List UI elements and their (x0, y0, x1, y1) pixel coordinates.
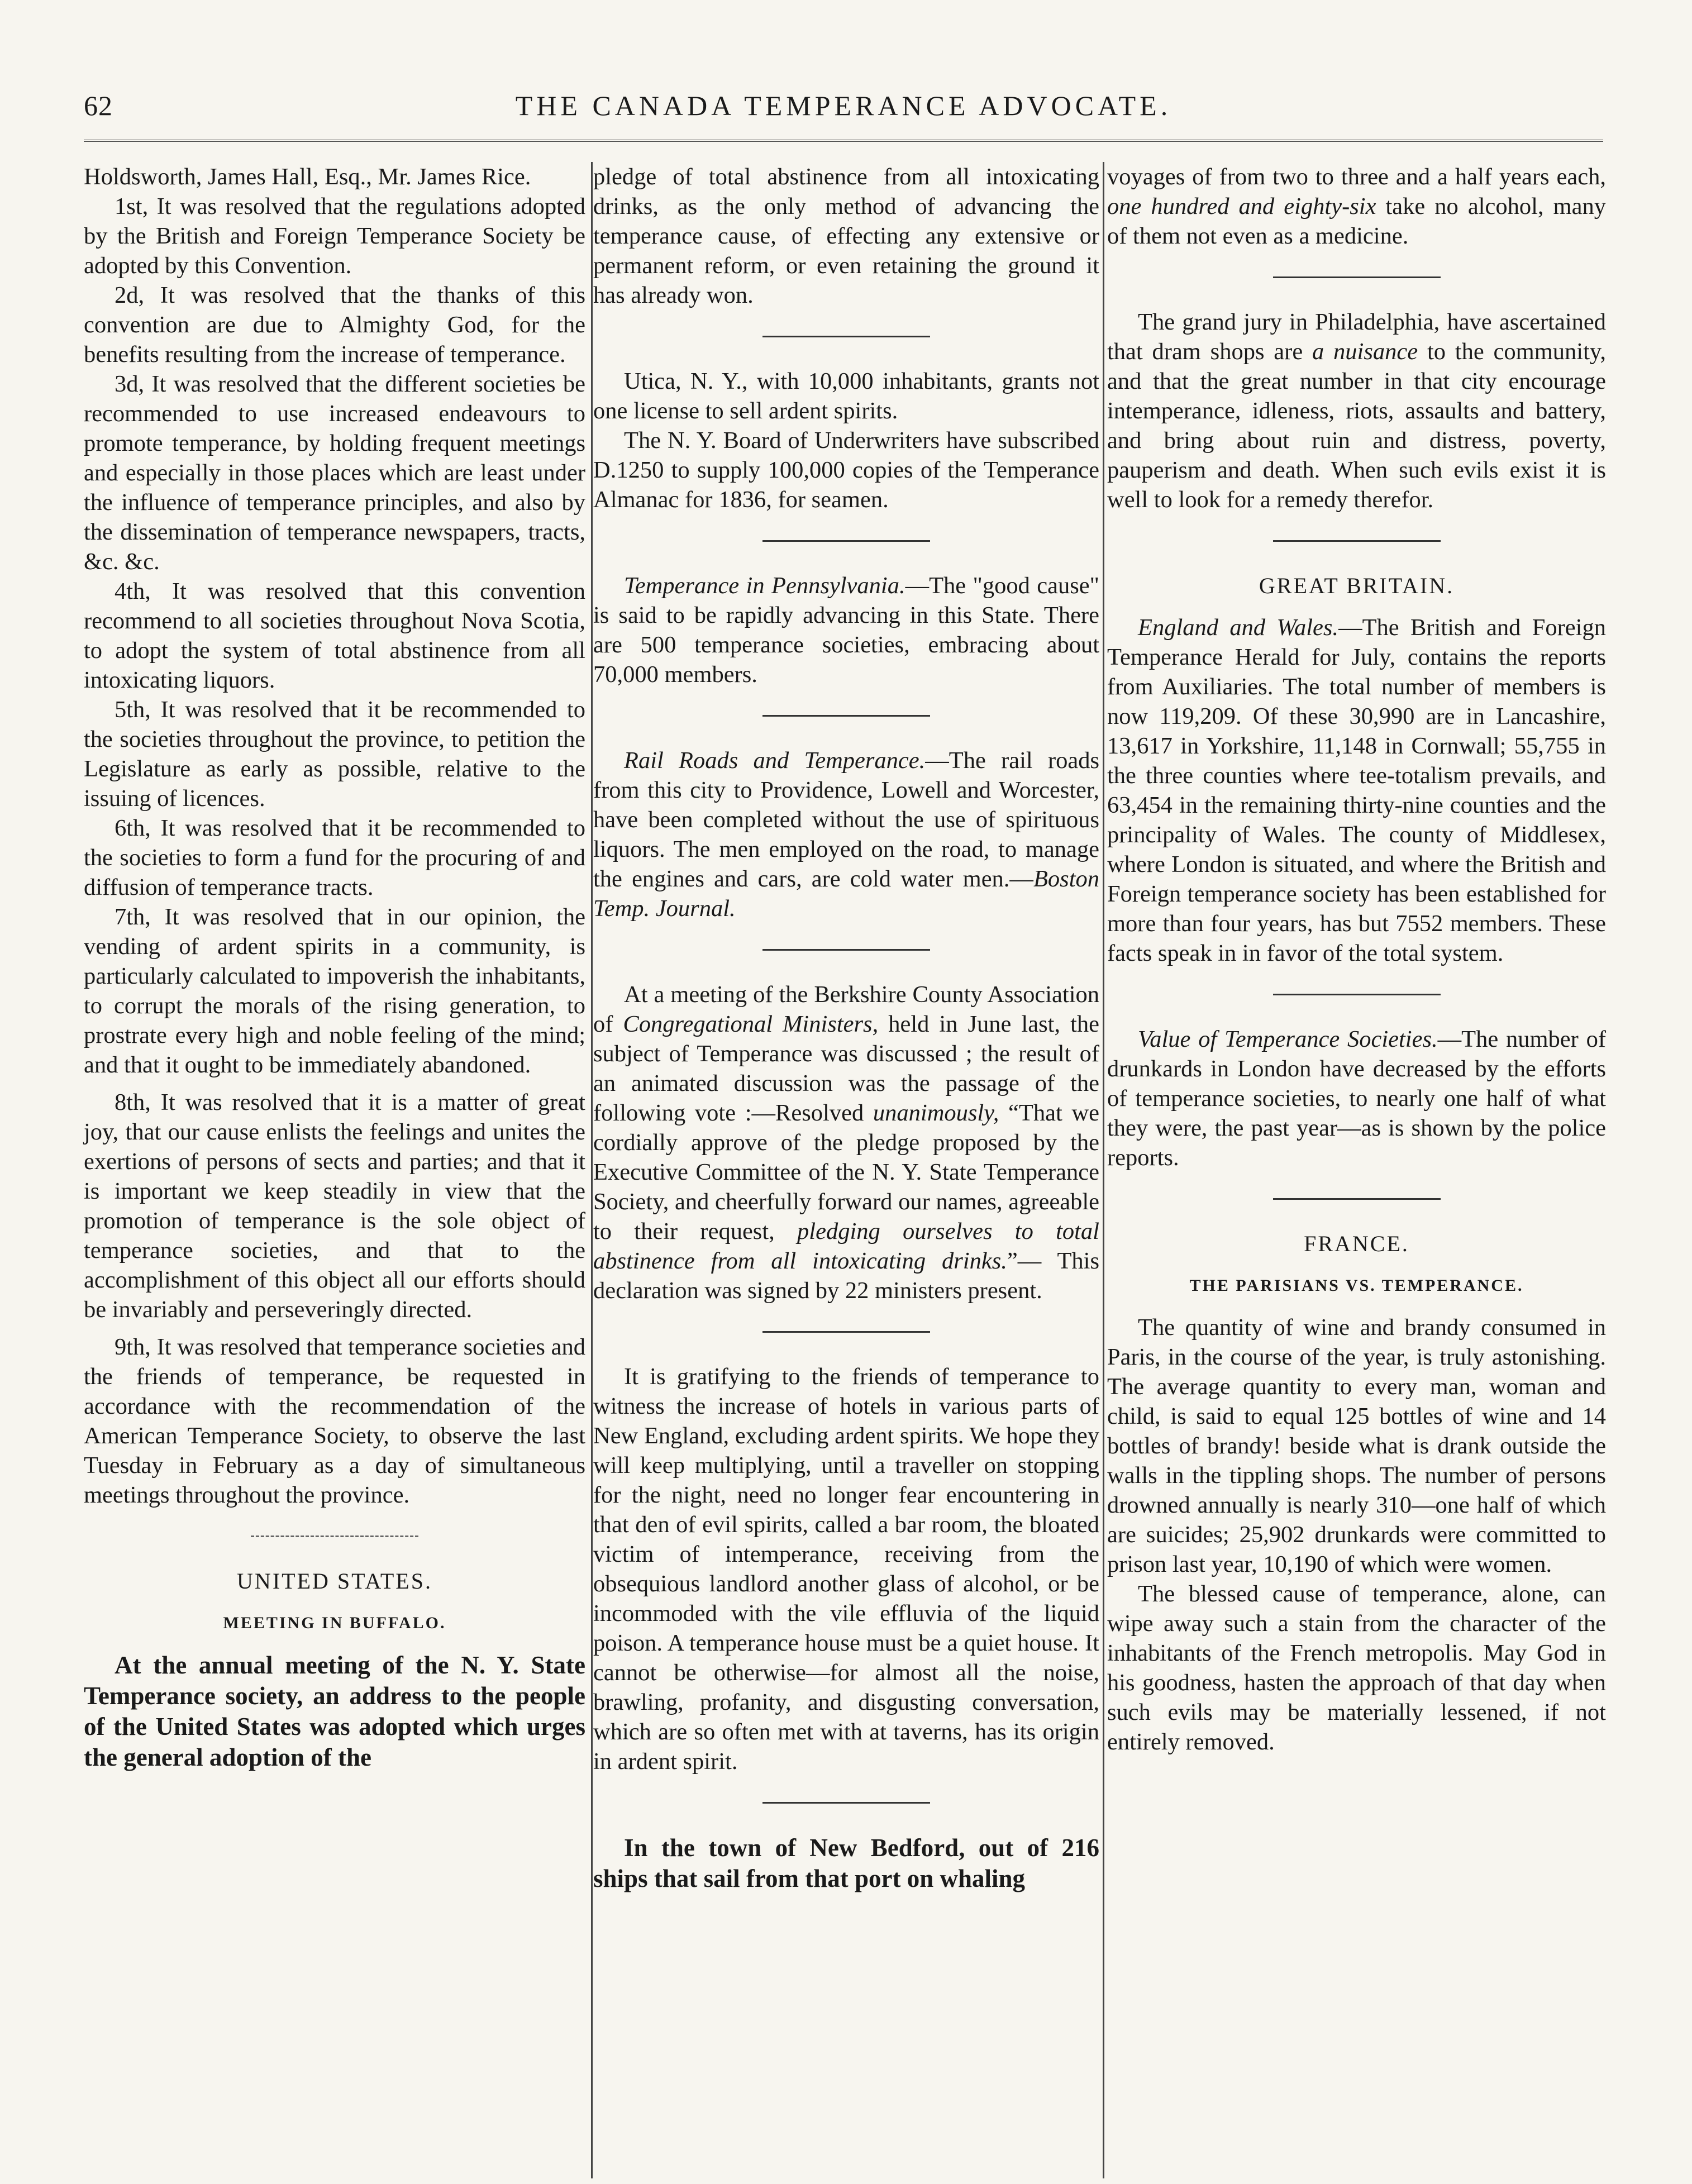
column-3 (1107, 162, 1606, 1757)
article-text: take no alcohol, many of them not even as a medicine. (1107, 193, 1606, 249)
resolution: 9th, It was resolved that temperance societies and the friends of temperance, be requested in accordance with the recommendation of the American Temperance Society, to observe the last Tuesday in February as a day of simultaneous meetings throughout the province. (84, 1334, 585, 1508)
resolution: 3d, It was resolved that the different societies be recommended to use increased endeavours to promote temperance, by holding frequent meetings and especially in those places which are least under the influence of temperance principles, and also by the dissemination of temperance newspapers, tracts, &c. &c. (84, 371, 585, 575)
column-divider (1103, 162, 1104, 2178)
article-emphasis: pledging ourselves to total abstinence from all intoxicating drinks. (593, 1218, 1099, 1274)
article-text: The grand jury in Philadelphia, have ascertained that dram shops are (1107, 309, 1606, 365)
page-number: 62 (84, 90, 113, 121)
article-title: Value of Temperance Societies. (1138, 1026, 1438, 1052)
article-title: Temperance in Pennsylvania. (624, 573, 905, 599)
article-paragraph (1107, 1024, 1606, 1172)
article-text: —The rail roads from this city to Providence, Lowell and Worcester, have been completed without the use of spirituous liquors. The men employed on the road, to manage the engines and cars, are cold water men.— (593, 747, 1100, 892)
section-heading: GREAT BRITAIN. (1259, 573, 1455, 598)
article-text: held in June last, the subject of Temperance was discussed ; the result of an animated discussion was the passage of the following vote :—Resolved (593, 1011, 1099, 1126)
article-text: voyages of from two to three and a half years each, (1107, 164, 1606, 190)
article-text: In the town of New Bedford, out of 216 ships that sail from that port on whaling (593, 1834, 1099, 1892)
article-source: Boston Temp. Journal. (593, 866, 1099, 922)
section-rule (762, 1331, 930, 1333)
section-rule (762, 715, 930, 717)
article-paragraph (593, 571, 1099, 689)
article-title: Rail Roads and Temperance. (624, 747, 926, 774)
section-rule (762, 1802, 930, 1804)
section-rule (762, 336, 930, 337)
article-text: pledge of total abstinence from all intoxicating drinks, as the only method of advancing the temperance cause, of effecting any extensive or permanent reform, or even retaining the ground it has already won. (593, 164, 1099, 308)
article-text: to the community, and that the great number in that city encourage intemperance, idleness, riots, assaults and battery, and bring about ruin and distress, poverty, pauperism and death. When such evils exist it is well to look for a remedy therefor. (1107, 338, 1606, 513)
article-paragraph (1107, 307, 1606, 514)
article-emphasis: Congregational Ministers, (623, 1011, 879, 1037)
article-text: ”— This declaration was signed by 22 ministers present. (593, 1248, 1100, 1304)
article-text: —The number of drunkards in London have decreased by the efforts of temperance societies, to nearly one half of what they were, the past year—as is shown by the police reports. (1107, 1026, 1606, 1171)
section-rule (1273, 276, 1441, 278)
column-2 (593, 162, 1099, 1894)
article-paragraph (1107, 162, 1606, 251)
section-rule (251, 1536, 418, 1537)
column-divider (591, 162, 593, 2178)
resolution: 6th, It was resolved that it be recommended to the societies to form a fund for the procuring of and diffusion of temperance tracts. (84, 815, 585, 900)
resolution: 7th, It was resolved that in our opinion, the vending of ardent spirits in a community, is particularly calculated to impoverish the inhabitants, to corrupt the morals of the rising generation, to prostrate every high and noble feeling of the mind; and that it ought to be immediately abandoned. (84, 904, 585, 1078)
article-emphasis: one hundred and eighty-six (1107, 193, 1376, 220)
article-emphasis: a nuisance (1312, 338, 1418, 365)
sub-heading: THE PARISIANS VS. TEMPERANCE. (1189, 1276, 1524, 1295)
resolution: 4th, It was resolved that this convention recommend to all societies throughout Nova Scotia, to adopt the system of total abstinence from all intoxicating liquors. (84, 578, 585, 693)
section-rule (1273, 1198, 1441, 1200)
article-text: “That we cordially approve of the pledge proposed by the Executive Committee of the N. Y. State Temperance Society, and cheerfully forward our names, agreeable to their request, (593, 1100, 1099, 1244)
page-header (84, 89, 1603, 128)
section-rule (762, 540, 930, 542)
article-text: At the annual meeting of the N. Y. State Temperance society, an address to the people of the United States was adopted which urges the general adoption of the (84, 1651, 585, 1771)
article-paragraph (1107, 613, 1606, 968)
article-text: —The "good cause" is said to be rapidly advancing in this State. There are 500 temperance societies, embracing about 70,000 members. (593, 573, 1099, 688)
resolution: 2d, It was resolved that the thanks of this convention are due to Almighty God, for the benefits resulting from the increase of temperance. (84, 282, 585, 368)
article-text: It is gratifying to the friends of temperance to witness the increase of hotels in various parts of New England, excluding ardent spirits. We hope they will keep multiplying, until a traveller on stopping for the night, need no longer fear encountering in that den of evil spirits, called a bar room, the bloated victim of intemperance, receiving from the obsequious landlord another glass of alcohol, or be incommoded with the vile effluvia of the liquid poison. A temperance house must be a quiet house. It cannot be otherwise—for almost all the noise, brawling, profanity, and disgusting conversation, which are so often met with at taverns, has its origin in ardent spirit. (593, 1363, 1099, 1775)
article-paragraph (593, 980, 1099, 1305)
intro-text: Holdsworth, James Hall, Esq., Mr. James Rice. (84, 164, 531, 190)
article-text: At a meeting of the Berkshire County Association of (593, 981, 1099, 1037)
article-text: The N. Y. Board of Underwriters have subscribed D.1250 to supply 100,000 copies of the Temperance Almanac for 1836, for seamen. (593, 427, 1099, 513)
article-emphasis: unanimously, (873, 1100, 999, 1126)
article-text: The quantity of wine and brandy consumed in Paris, in the course of the year, is truly astonishing. The average quantity to every man, woman and child, is said to equal 125 bottles of wine and 14 bottles of brandy! beside what is drank outside the walls in the tippling shops. The number of persons drowned annually is nearly 310—one half of which are suicides; 25,902 drunkards were committed to prison last year, 10,190 of which were women. (1107, 1314, 1606, 1577)
article-text: The blessed cause of temperance, alone, can wipe away such a stain from the character of the inhabitants of the French metropolis. May God in his goodness, hasten the approach of that day when such evils may be materially lessened, if not entirely removed. (1107, 1581, 1606, 1755)
column-1 (84, 162, 585, 1773)
section-rule (1273, 540, 1441, 542)
section-rule (1273, 994, 1441, 995)
section-heading: FRANCE. (1304, 1231, 1409, 1256)
page-title: THE CANADA TEMPERANCE ADVOCATE. (515, 90, 1172, 121)
resolution: 5th, It was resolved that it be recommended to the societies throughout the province, to petition the Legislature as early as possible, relative to the issuing of licences. (84, 697, 585, 812)
article-text: —The British and Foreign Temperance Herald for July, contains the reports from Auxiliaries. The total number of members is now 119,209. Of these 30,990 are in Lancashire, 13,617 in Yorkshire, 11,148 in Cornwall; 55,755 in the three counties where tee-totalism prevails, and 63,454 in the remaining thirty-nine counties and the principality of Wales. The county of Middlesex, where London is situated, and where the British and Foreign temperance society has been established for more than four years, has but 7552 members. These facts speak in in favor of the total system. (1107, 614, 1606, 966)
article-text: Utica, N. Y., with 10,000 inhabitants, grants not one license to sell ardent spirits. (593, 368, 1099, 424)
article-paragraph (593, 746, 1099, 923)
section-heading: UNITED STATES. (237, 1568, 432, 1594)
resolution: 8th, It was resolved that it is a matter of great joy, that our cause enlists the feelings and unites the exertions of persons of sects and parties; and that it is important we keep steadily in view that the promotion of temperance is the sole object of temperance societies, and that to the accomplishment of this object all our efforts should be invariably and perseveringly directed. (84, 1089, 585, 1323)
section-rule (762, 949, 930, 951)
resolution: 1st, It was resolved that the regulations adopted by the British and Foreign Temperance Society be adopted by this Convention. (84, 193, 585, 279)
article-title: England and Wales. (1138, 614, 1339, 641)
sub-heading: MEETING IN BUFFALO. (223, 1614, 446, 1632)
header-rule (84, 140, 1603, 142)
